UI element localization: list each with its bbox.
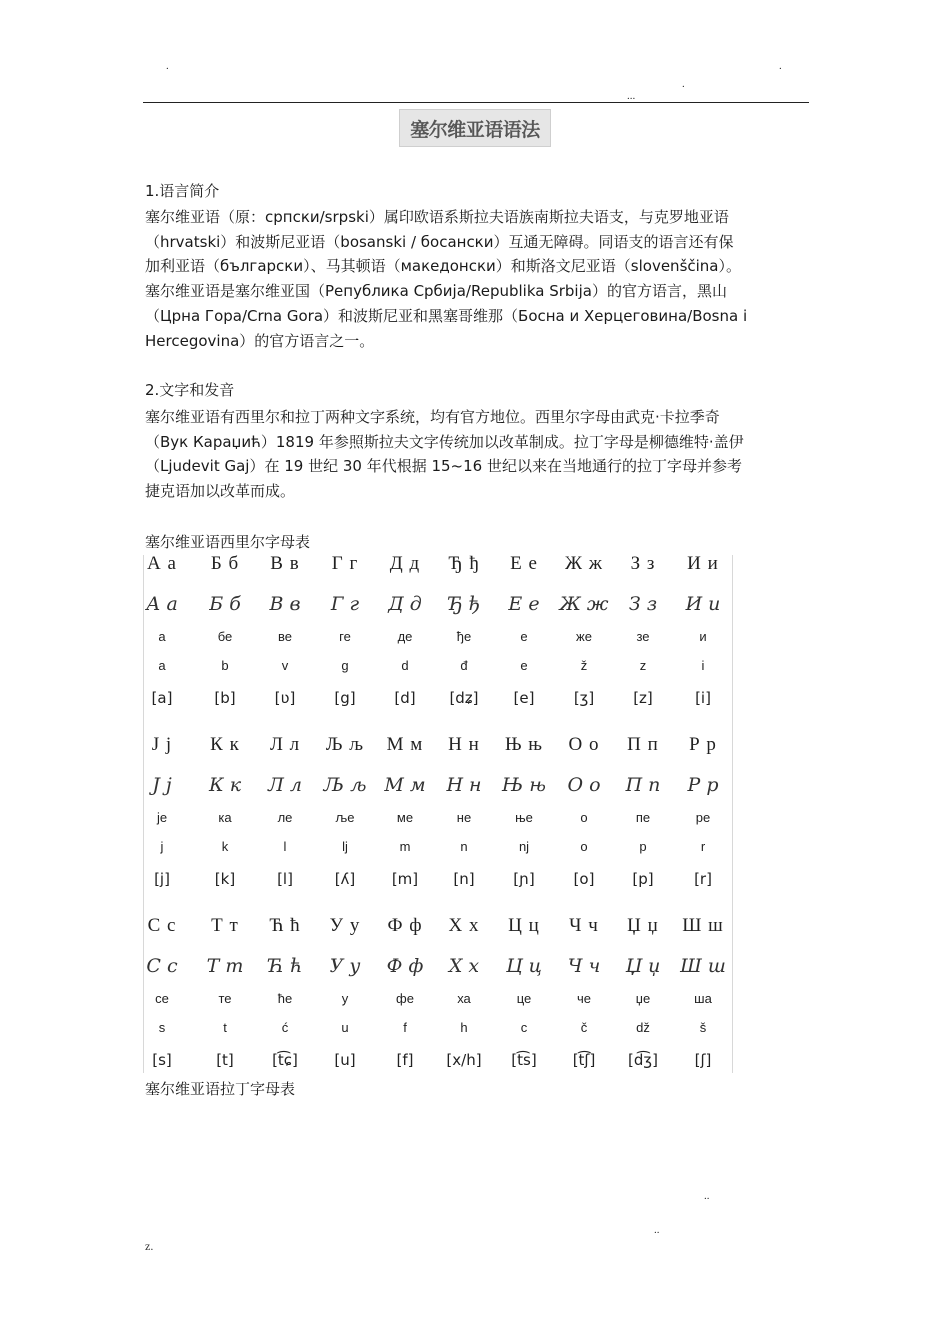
section-2-paragraph (145, 405, 817, 504)
printed-letter: Џ џ (627, 915, 659, 936)
printed-letter: З з (630, 553, 656, 574)
printed-letter: М м (386, 734, 424, 755)
printed-letter: Т т (211, 915, 239, 936)
cyrillic-letter-name: џе (635, 991, 651, 1006)
script-letter: Њ њ (502, 774, 546, 796)
ipa-pronunciation: [i] (695, 689, 711, 707)
paragraph-line: 捷克语加以改革而成。 (145, 482, 296, 501)
cyrillic-letter-name: те (218, 991, 232, 1006)
footer-mark-1: .. (704, 1190, 710, 1202)
cyrillic-letter-name: ље (335, 810, 355, 825)
ipa-pronunciation: [t͡ʃ] (572, 1051, 596, 1069)
printed-letter: Ђ ђ (448, 553, 480, 574)
latin-equivalent: a (158, 658, 166, 673)
paragraph-line: 塞尔维亚语（原：српски/srpski）属印欧语系斯拉夫语族南斯拉夫语支，与克罗地亚语 (145, 208, 729, 226)
cyrillic-letter-name: ге (339, 629, 351, 644)
cyrillic-letter-name: не (456, 810, 472, 825)
section-2-heading: 2.文字和发音 (145, 381, 235, 399)
cyrillic-letter-name: зе (636, 629, 650, 644)
latin-equivalent: d (401, 658, 409, 673)
ipa-pronunciation: [d͡ʒ] (628, 1051, 658, 1069)
cyrillic-letter-name: ка (218, 810, 232, 825)
cyrillic-letter-name: ње (515, 810, 533, 825)
cyrillic-letter-name: ђе (456, 629, 472, 644)
cyrillic-letter-name: ће (277, 991, 293, 1006)
printed-letter: Л л (269, 734, 301, 755)
ipa-pronunciation: [b] (214, 689, 236, 707)
printed-letter: Ш ш (682, 915, 724, 936)
section-1-heading: 1.语言简介 (145, 182, 220, 200)
script-letter: П п (625, 774, 661, 796)
paragraph-line: 加利亚语（български）、马其顿语（македонски）和斯洛文尼亚语（slovenščina）。 (145, 257, 741, 276)
script-letter: Р р (687, 774, 719, 796)
ipa-pronunciation: [n] (453, 870, 475, 888)
script-letter: М м (384, 774, 426, 796)
printed-letter: Х х (448, 915, 480, 936)
paragraph-line: （Црна Гора/Crna Gora）和波斯尼亚和黑塞哥维那（Босна и Херцеговина/Bosna i (145, 306, 748, 325)
ipa-pronunciation: [l] (277, 870, 293, 888)
ipa-pronunciation: [u] (334, 1051, 356, 1069)
cyrillic-letter-name: ша (694, 991, 712, 1006)
cyrillic-letter-name: е (520, 629, 528, 644)
printed-letter: К к (210, 734, 240, 755)
cyrillic-letter-name: у (341, 991, 349, 1006)
cyrillic-letter-name: ве (278, 629, 292, 644)
header-mark-4: ... (627, 90, 636, 102)
script-letter: Л л (268, 774, 302, 796)
printed-letter: С с (147, 915, 177, 936)
ipa-pronunciation: [dʑ] (449, 689, 479, 707)
script-letter: А а (146, 593, 178, 615)
latin-equivalent: t (223, 1020, 227, 1035)
cyrillic-letter-name: це (516, 991, 532, 1006)
paragraph-line: （hrvatski）和波斯尼亚语（bosanski / босански）互通无障碍。同语支的语言还有保 (145, 232, 734, 251)
printed-letter: Љ љ (325, 734, 365, 755)
ipa-pronunciation: [s] (152, 1051, 172, 1069)
paragraph-line: Hercegovina）的官方语言之一。 (145, 331, 375, 350)
paragraph-line: （Вук Караџић）1819 年参照斯拉夫文字传统加以改革制成。拉丁字母是柳德维特·盖伊 (145, 432, 744, 451)
script-letter: Ф ф (386, 955, 424, 977)
script-letter: Н н (446, 774, 482, 796)
cyrillic-alphabet-table (143, 555, 733, 1073)
ipa-pronunciation: [k] (214, 870, 236, 888)
ipa-pronunciation: [r] (694, 870, 712, 888)
latin-equivalent: s (158, 1020, 166, 1035)
cyrillic-letter-name: о (580, 810, 588, 825)
ipa-pronunciation: [g] (334, 689, 356, 707)
ipa-pronunciation: [f] (396, 1051, 414, 1069)
script-letter: Г г (330, 593, 360, 615)
ipa-pronunciation: [x/h] (446, 1051, 482, 1069)
printed-letter: Ф ф (387, 915, 423, 936)
cyrillic-letter-name: ле (277, 810, 293, 825)
header-rule (143, 102, 809, 103)
printed-letter: Ћ ћ (269, 915, 301, 936)
printed-letter: Ж ж (565, 553, 603, 574)
ipa-pronunciation: [t͡ɕ] (272, 1051, 298, 1069)
printed-letter: Ц ц (508, 915, 540, 936)
ipa-pronunciation: [m] (391, 870, 419, 888)
script-letter: Ц ц (506, 955, 542, 977)
ipa-pronunciation: [t] (216, 1051, 234, 1069)
cyrillic-letter-name: ме (396, 810, 414, 825)
printed-letter: О о (568, 734, 600, 755)
latin-equivalent: r (700, 839, 706, 854)
script-letter: Ђ ђ (447, 593, 481, 615)
latin-equivalent: č (580, 1020, 588, 1035)
latin-equivalent: p (639, 839, 647, 854)
printed-letter: Е е (510, 553, 538, 574)
script-letter: Т т (206, 955, 244, 977)
script-letter: Ј ј (152, 774, 172, 796)
latin-equivalent: n (460, 839, 468, 854)
cyrillic-letter-name: бе (217, 629, 233, 644)
script-letter: Џ џ (625, 955, 661, 977)
paragraph-line: 塞尔维亚语有西里尔和拉丁两种文字系统，均有官方地位。西里尔字母由武克·卡拉季奇 (145, 408, 720, 426)
latin-equivalent: k (221, 839, 229, 854)
ipa-pronunciation: [ʎ] (334, 870, 356, 888)
latin-equivalent: dž (636, 1020, 650, 1035)
script-letter: Ч ч (567, 955, 601, 977)
printed-letter: П п (627, 734, 659, 755)
ipa-pronunciation: [o] (573, 870, 595, 888)
script-letter: К к (208, 774, 242, 796)
cyrillic-letter-name: је (156, 810, 168, 825)
script-letter: Љ љ (323, 774, 367, 796)
script-letter: Ћ ћ (267, 955, 303, 977)
latin-equivalent: l (283, 839, 287, 854)
script-letter: З з (628, 593, 658, 615)
cyrillic-letter-name: ха (457, 991, 471, 1006)
latin-equivalent: nj (518, 839, 530, 854)
latin-equivalent: e (520, 658, 528, 673)
section-1-paragraph (145, 205, 817, 353)
printed-letter: Г г (331, 553, 359, 574)
printed-letter: И и (687, 553, 719, 574)
printed-letter: Р р (689, 734, 717, 755)
latin-table-caption: 塞尔维亚语拉丁字母表 (145, 1080, 296, 1098)
cyrillic-letter-name: се (155, 991, 169, 1006)
latin-equivalent: lj (342, 839, 348, 854)
script-letter: С с (146, 955, 178, 977)
latin-equivalent: b (221, 658, 229, 673)
script-letter: Ш ш (680, 955, 726, 977)
latin-equivalent: đ (460, 658, 468, 673)
header-mark-3: . (779, 60, 782, 72)
script-letter: У у (329, 955, 361, 977)
printed-letter: Ч ч (569, 915, 599, 936)
cyrillic-letter-name: фе (396, 991, 414, 1006)
cyrillic-table-caption: 塞尔维亚语西里尔字母表 (145, 533, 311, 551)
latin-equivalent: ž (580, 658, 588, 673)
script-letter: Б б (209, 593, 241, 615)
latin-equivalent: j (160, 839, 164, 854)
latin-equivalent: ć (281, 1020, 289, 1035)
ipa-pronunciation: [p] (632, 870, 654, 888)
printed-letter: В в (270, 553, 300, 574)
latin-equivalent: z (639, 658, 647, 673)
header-mark-1: . (166, 60, 169, 72)
footer-mark-2: .. (654, 1224, 660, 1236)
ipa-pronunciation: [z] (633, 689, 653, 707)
footer-mark-3: z. (145, 1239, 154, 1253)
ipa-pronunciation: [ʃ] (694, 1051, 712, 1069)
printed-letter: Ј ј (151, 734, 173, 755)
ipa-pronunciation: [ʒ] (573, 689, 595, 707)
ipa-pronunciation: [j] (154, 870, 170, 888)
printed-letter: А а (147, 553, 177, 574)
ipa-pronunciation: [t͡s] (511, 1051, 537, 1069)
script-letter: Х х (448, 955, 480, 977)
cyrillic-letter-name: пе (635, 810, 651, 825)
paragraph-line: （Ljudevit Gaj）在 19 世纪 30 年代根据 15~16 世纪以来在当地通行的拉丁字母并参考 (145, 457, 742, 476)
latin-equivalent: g (341, 658, 349, 673)
latin-equivalent: f (403, 1020, 407, 1035)
ipa-pronunciation: [e] (513, 689, 535, 707)
latin-equivalent: v (281, 658, 289, 673)
latin-equivalent: c (520, 1020, 528, 1035)
printed-letter: Њ њ (504, 734, 544, 755)
latin-equivalent: h (460, 1020, 468, 1035)
cyrillic-letter-name: ре (695, 810, 711, 825)
cyrillic-letter-name: же (576, 629, 592, 644)
script-letter: Д д (388, 593, 422, 615)
script-letter: О о (567, 774, 601, 796)
document-title: 塞尔维亚语语法 (399, 109, 551, 147)
printed-letter: Б б (210, 553, 240, 574)
ipa-pronunciation: [ɲ] (513, 870, 535, 888)
script-letter: Е е (508, 593, 540, 615)
latin-equivalent: o (580, 839, 588, 854)
cyrillic-letter-name: и (699, 629, 707, 644)
latin-equivalent: u (341, 1020, 349, 1035)
header-mark-2: . (682, 78, 685, 90)
ipa-pronunciation: [a] (151, 689, 173, 707)
paragraph-line: 塞尔维亚语是塞尔维亚国（Република Србија/Republika Srbija）的官方语言，黑山 (145, 282, 727, 301)
ipa-pronunciation: [d] (394, 689, 416, 707)
cyrillic-letter-name: а (158, 629, 166, 644)
printed-letter: У у (329, 915, 361, 936)
ipa-pronunciation: [ʋ] (274, 689, 296, 707)
latin-equivalent: š (699, 1020, 707, 1035)
script-letter: В в (269, 593, 301, 615)
printed-letter: Н н (448, 734, 480, 755)
script-letter: Ж ж (559, 593, 609, 615)
latin-equivalent: i (701, 658, 705, 673)
script-letter: И и (685, 593, 721, 615)
printed-letter: Д д (389, 553, 421, 574)
cyrillic-letter-name: де (397, 629, 413, 644)
latin-equivalent: m (399, 839, 411, 854)
cyrillic-letter-name: че (576, 991, 591, 1006)
